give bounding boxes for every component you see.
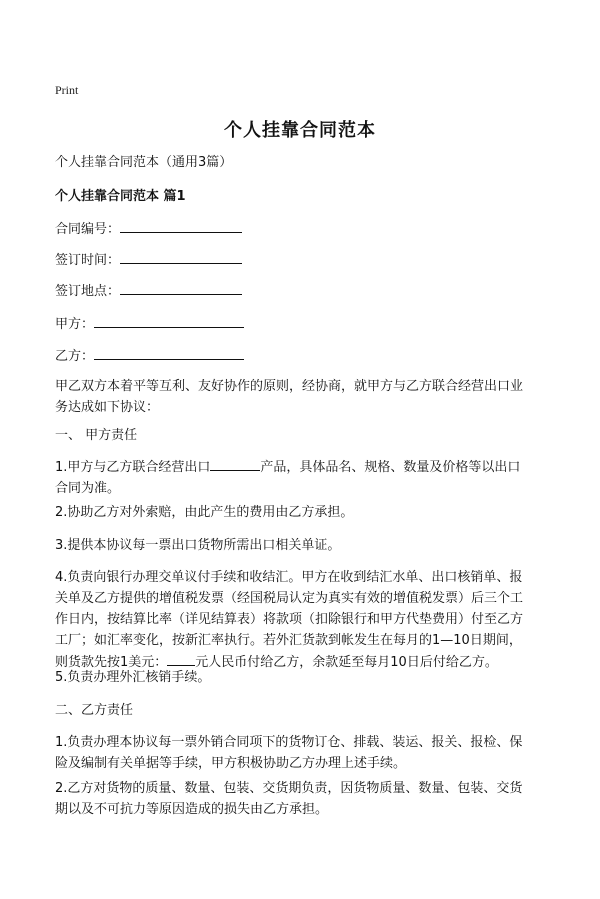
field-sign-place [55, 280, 242, 302]
field-blank-line [120, 249, 242, 264]
print-label: Print [55, 83, 79, 97]
text-line: 关单及乙方提供的增值税发票（经国税局认定为真实有效的增值税发票）后三个工 [55, 591, 524, 606]
field-party-b [55, 345, 244, 367]
party-a-item-5 [55, 667, 547, 688]
exchange-rate-blank-line [167, 651, 195, 666]
text-line: 4.负责向银行办理交单议付手续和收结汇。甲方在收到结汇水单、出口核销单、报 [55, 570, 523, 585]
text-fragment: 产品，具体品名、规格、数量及价格等以出口 [260, 460, 521, 475]
text-line: 期以及不可抗力等原因造成的损失由乙方承担。 [55, 802, 329, 817]
document-subtitle: 个人挂靠合同范本（通用3篇） [55, 155, 233, 170]
text-line: 工厂；如汇率变化，按新汇率执行。若外汇货款到帐发生在每月的1—10日期间， [55, 633, 522, 648]
text-fragment: 则货款先按1美元： [55, 655, 168, 670]
text-line: 2.协助乙方对外索赔，由此产生的费用由乙方承担。 [55, 505, 354, 520]
party-b-item-2 [55, 778, 547, 820]
product-blank-line [210, 456, 260, 471]
text-fragment: 元人民币付给乙方，余款延至每月10日后付给乙方。 [195, 655, 498, 670]
text-line: 险及编制有关单据等手续，甲方积极协助乙方办理上述手续。 [55, 756, 407, 771]
text-line: 作日内，按结算比率（详见结算表）将款项（扣除银行和甲方代垫费用）付至乙方 [55, 612, 524, 627]
intro-paragraph [55, 376, 547, 418]
text-line: 5.负责办理外汇核销手续。 [55, 670, 211, 685]
party-b-item-1 [55, 732, 547, 774]
text-line: 1.负责办理本协议每一票外销合同项下的货物订仓、排载、装运、报关、报检、保 [55, 735, 523, 750]
section-title: 个人挂靠合同范本 篇1 [55, 189, 186, 204]
field-party-a [55, 313, 244, 335]
field-blank-line [94, 345, 244, 360]
text-line: 2.乙方对货物的质量、数量、包装、交货期负责，因货物质量、数量、包装、交货 [55, 781, 523, 796]
field-label: 乙方： [55, 349, 95, 364]
text-line: 合同为准。 [55, 481, 121, 496]
party-b-heading: 二、乙方责任 [55, 703, 134, 718]
party-a-item-4 [55, 567, 547, 673]
field-sign-time [55, 249, 242, 271]
party-a-item-1 [55, 456, 547, 499]
text-fragment: 1.甲方与乙方联合经营出口 [55, 460, 211, 475]
field-blank-line [94, 313, 244, 328]
party-a-heading: 一、 甲方责任 [55, 428, 138, 443]
field-contract-number [55, 218, 242, 240]
field-label: 甲方： [55, 317, 95, 332]
party-a-item-3 [55, 535, 547, 556]
field-blank-line [120, 218, 242, 233]
field-blank-line [120, 280, 242, 295]
party-a-item-2 [55, 502, 547, 523]
document-title: 个人挂靠合同范本 [224, 120, 376, 141]
field-label: 合同编号： [55, 222, 121, 237]
field-label: 签订地点： [55, 284, 121, 299]
text-line [55, 456, 547, 478]
text-line: 3.提供本协议每一票出口货物所需出口相关单证。 [55, 538, 341, 553]
text-line: 务达成如下协议： [55, 400, 160, 415]
text-line: 甲乙双方本着平等互利、友好协作的原则，经协商，就甲方与乙方联合经营出口业 [55, 379, 524, 394]
field-label: 签订时间： [55, 253, 121, 268]
